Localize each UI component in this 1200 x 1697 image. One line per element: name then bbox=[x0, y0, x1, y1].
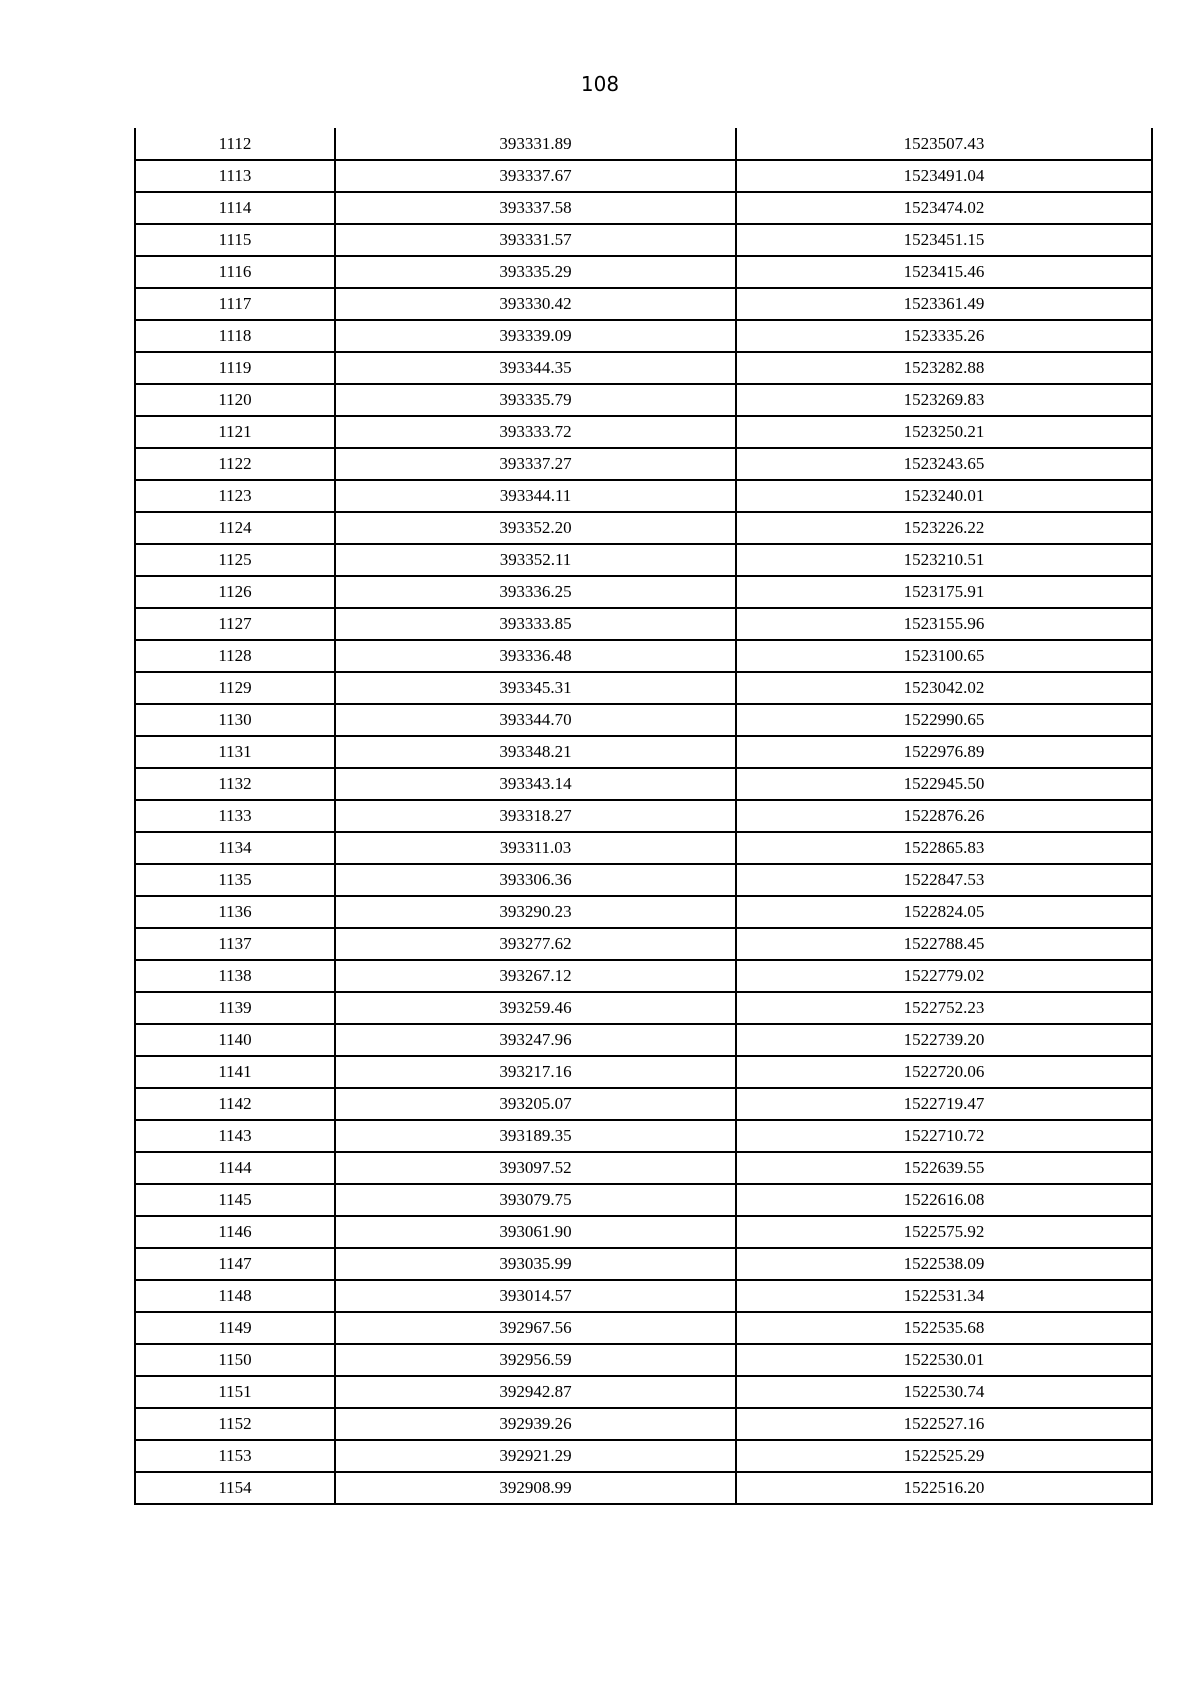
x-coordinate-cell: 393267.12 bbox=[335, 960, 736, 992]
point-number-cell: 1132 bbox=[135, 768, 335, 800]
y-coordinate-cell: 1522865.83 bbox=[736, 832, 1152, 864]
table-row bbox=[135, 1472, 1152, 1504]
y-coordinate-cell: 1522779.02 bbox=[736, 960, 1152, 992]
table-row bbox=[135, 160, 1152, 192]
x-coordinate-cell: 393348.21 bbox=[335, 736, 736, 768]
x-coordinate-cell: 393333.85 bbox=[335, 608, 736, 640]
table-row bbox=[135, 480, 1152, 512]
table-row bbox=[135, 416, 1152, 448]
x-coordinate-cell: 393205.07 bbox=[335, 1088, 736, 1120]
x-coordinate-cell: 393344.70 bbox=[335, 704, 736, 736]
x-coordinate-cell: 393345.31 bbox=[335, 672, 736, 704]
table-row bbox=[135, 1184, 1152, 1216]
x-coordinate-cell: 393061.90 bbox=[335, 1216, 736, 1248]
table-row bbox=[135, 544, 1152, 576]
table-row bbox=[135, 576, 1152, 608]
point-number-cell: 1143 bbox=[135, 1120, 335, 1152]
table-row bbox=[135, 928, 1152, 960]
y-coordinate-cell: 1523175.91 bbox=[736, 576, 1152, 608]
x-coordinate-cell: 393318.27 bbox=[335, 800, 736, 832]
table-row bbox=[135, 736, 1152, 768]
x-coordinate-cell: 393337.27 bbox=[335, 448, 736, 480]
point-number-cell: 1138 bbox=[135, 960, 335, 992]
y-coordinate-cell: 1522531.34 bbox=[736, 1280, 1152, 1312]
point-number-cell: 1151 bbox=[135, 1376, 335, 1408]
point-number-cell: 1154 bbox=[135, 1472, 335, 1504]
y-coordinate-cell: 1522530.01 bbox=[736, 1344, 1152, 1376]
point-number-cell: 1152 bbox=[135, 1408, 335, 1440]
y-coordinate-cell: 1522616.08 bbox=[736, 1184, 1152, 1216]
y-coordinate-cell: 1522976.89 bbox=[736, 736, 1152, 768]
x-coordinate-cell: 393336.48 bbox=[335, 640, 736, 672]
table-row bbox=[135, 960, 1152, 992]
y-coordinate-cell: 1522720.06 bbox=[736, 1056, 1152, 1088]
y-coordinate-cell: 1522990.65 bbox=[736, 704, 1152, 736]
y-coordinate-cell: 1523100.65 bbox=[736, 640, 1152, 672]
table-row bbox=[135, 1440, 1152, 1472]
x-coordinate-cell: 393335.79 bbox=[335, 384, 736, 416]
table-row bbox=[135, 832, 1152, 864]
point-number-cell: 1144 bbox=[135, 1152, 335, 1184]
y-coordinate-cell: 1522739.20 bbox=[736, 1024, 1152, 1056]
point-number-cell: 1129 bbox=[135, 672, 335, 704]
x-coordinate-cell: 393343.14 bbox=[335, 768, 736, 800]
point-number-cell: 1153 bbox=[135, 1440, 335, 1472]
y-coordinate-cell: 1522639.55 bbox=[736, 1152, 1152, 1184]
point-number-cell: 1117 bbox=[135, 288, 335, 320]
x-coordinate-cell: 392967.56 bbox=[335, 1312, 736, 1344]
table-row bbox=[135, 384, 1152, 416]
x-coordinate-cell: 393330.42 bbox=[335, 288, 736, 320]
x-coordinate-cell: 393311.03 bbox=[335, 832, 736, 864]
point-number-cell: 1148 bbox=[135, 1280, 335, 1312]
y-coordinate-cell: 1523361.49 bbox=[736, 288, 1152, 320]
y-coordinate-cell: 1522945.50 bbox=[736, 768, 1152, 800]
table-row bbox=[135, 640, 1152, 672]
table-row bbox=[135, 288, 1152, 320]
point-number-cell: 1116 bbox=[135, 256, 335, 288]
x-coordinate-cell: 393337.67 bbox=[335, 160, 736, 192]
x-coordinate-cell: 392921.29 bbox=[335, 1440, 736, 1472]
point-number-cell: 1130 bbox=[135, 704, 335, 736]
point-number-cell: 1114 bbox=[135, 192, 335, 224]
table-row bbox=[135, 512, 1152, 544]
y-coordinate-cell: 1523250.21 bbox=[736, 416, 1152, 448]
y-coordinate-cell: 1522719.47 bbox=[736, 1088, 1152, 1120]
table-row bbox=[135, 1248, 1152, 1280]
y-coordinate-cell: 1523335.26 bbox=[736, 320, 1152, 352]
y-coordinate-cell: 1523210.51 bbox=[736, 544, 1152, 576]
x-coordinate-cell: 393336.25 bbox=[335, 576, 736, 608]
point-number-cell: 1134 bbox=[135, 832, 335, 864]
x-coordinate-cell: 393352.11 bbox=[335, 544, 736, 576]
point-number-cell: 1118 bbox=[135, 320, 335, 352]
x-coordinate-cell: 393259.46 bbox=[335, 992, 736, 1024]
table-row bbox=[135, 672, 1152, 704]
table-row bbox=[135, 1024, 1152, 1056]
x-coordinate-cell: 393035.99 bbox=[335, 1248, 736, 1280]
table-row bbox=[135, 128, 1152, 160]
table-row bbox=[135, 704, 1152, 736]
table-row bbox=[135, 992, 1152, 1024]
point-number-cell: 1146 bbox=[135, 1216, 335, 1248]
x-coordinate-cell: 392939.26 bbox=[335, 1408, 736, 1440]
point-number-cell: 1113 bbox=[135, 160, 335, 192]
point-number-cell: 1137 bbox=[135, 928, 335, 960]
table-row bbox=[135, 1120, 1152, 1152]
x-coordinate-cell: 393352.20 bbox=[335, 512, 736, 544]
point-number-cell: 1126 bbox=[135, 576, 335, 608]
point-number-cell: 1115 bbox=[135, 224, 335, 256]
x-coordinate-cell: 392956.59 bbox=[335, 1344, 736, 1376]
y-coordinate-cell: 1522710.72 bbox=[736, 1120, 1152, 1152]
y-coordinate-cell: 1523491.04 bbox=[736, 160, 1152, 192]
coordinates-table bbox=[134, 128, 1153, 1505]
point-number-cell: 1122 bbox=[135, 448, 335, 480]
y-coordinate-cell: 1522516.20 bbox=[736, 1472, 1152, 1504]
point-number-cell: 1142 bbox=[135, 1088, 335, 1120]
y-coordinate-cell: 1522752.23 bbox=[736, 992, 1152, 1024]
table-row bbox=[135, 1408, 1152, 1440]
point-number-cell: 1128 bbox=[135, 640, 335, 672]
x-coordinate-cell: 393331.57 bbox=[335, 224, 736, 256]
table-row bbox=[135, 1152, 1152, 1184]
x-coordinate-cell: 393277.62 bbox=[335, 928, 736, 960]
table-row bbox=[135, 320, 1152, 352]
x-coordinate-cell: 393344.11 bbox=[335, 480, 736, 512]
point-number-cell: 1139 bbox=[135, 992, 335, 1024]
x-coordinate-cell: 393335.29 bbox=[335, 256, 736, 288]
x-coordinate-cell: 393290.23 bbox=[335, 896, 736, 928]
y-coordinate-cell: 1522824.05 bbox=[736, 896, 1152, 928]
table-row bbox=[135, 1376, 1152, 1408]
y-coordinate-cell: 1522530.74 bbox=[736, 1376, 1152, 1408]
y-coordinate-cell: 1522535.68 bbox=[736, 1312, 1152, 1344]
y-coordinate-cell: 1523155.96 bbox=[736, 608, 1152, 640]
point-number-cell: 1133 bbox=[135, 800, 335, 832]
y-coordinate-cell: 1522575.92 bbox=[736, 1216, 1152, 1248]
x-coordinate-cell: 392942.87 bbox=[335, 1376, 736, 1408]
x-coordinate-cell: 392908.99 bbox=[335, 1472, 736, 1504]
point-number-cell: 1150 bbox=[135, 1344, 335, 1376]
table-row bbox=[135, 1344, 1152, 1376]
table-row bbox=[135, 256, 1152, 288]
point-number-cell: 1149 bbox=[135, 1312, 335, 1344]
y-coordinate-cell: 1523269.83 bbox=[736, 384, 1152, 416]
table-row bbox=[135, 864, 1152, 896]
x-coordinate-cell: 393097.52 bbox=[335, 1152, 736, 1184]
y-coordinate-cell: 1523507.43 bbox=[736, 128, 1152, 160]
point-number-cell: 1124 bbox=[135, 512, 335, 544]
point-number-cell: 1141 bbox=[135, 1056, 335, 1088]
table-row bbox=[135, 1088, 1152, 1120]
table-row bbox=[135, 800, 1152, 832]
y-coordinate-cell: 1523226.22 bbox=[736, 512, 1152, 544]
y-coordinate-cell: 1522538.09 bbox=[736, 1248, 1152, 1280]
table-row bbox=[135, 448, 1152, 480]
point-number-cell: 1136 bbox=[135, 896, 335, 928]
x-coordinate-cell: 393217.16 bbox=[335, 1056, 736, 1088]
table-row bbox=[135, 1056, 1152, 1088]
y-coordinate-cell: 1522876.26 bbox=[736, 800, 1152, 832]
point-number-cell: 1119 bbox=[135, 352, 335, 384]
y-coordinate-cell: 1523282.88 bbox=[736, 352, 1152, 384]
table-row bbox=[135, 1280, 1152, 1312]
point-number-cell: 1145 bbox=[135, 1184, 335, 1216]
point-number-cell: 1121 bbox=[135, 416, 335, 448]
x-coordinate-cell: 393306.36 bbox=[335, 864, 736, 896]
x-coordinate-cell: 393014.57 bbox=[335, 1280, 736, 1312]
table-row bbox=[135, 224, 1152, 256]
x-coordinate-cell: 393333.72 bbox=[335, 416, 736, 448]
y-coordinate-cell: 1523243.65 bbox=[736, 448, 1152, 480]
x-coordinate-cell: 393344.35 bbox=[335, 352, 736, 384]
y-coordinate-cell: 1523415.46 bbox=[736, 256, 1152, 288]
page-number: 108 bbox=[580, 72, 620, 96]
table-row bbox=[135, 768, 1152, 800]
y-coordinate-cell: 1522788.45 bbox=[736, 928, 1152, 960]
y-coordinate-cell: 1523474.02 bbox=[736, 192, 1152, 224]
point-number-cell: 1147 bbox=[135, 1248, 335, 1280]
x-coordinate-cell: 393339.09 bbox=[335, 320, 736, 352]
table-row bbox=[135, 1312, 1152, 1344]
x-coordinate-cell: 393189.35 bbox=[335, 1120, 736, 1152]
table-row bbox=[135, 896, 1152, 928]
point-number-cell: 1140 bbox=[135, 1024, 335, 1056]
point-number-cell: 1120 bbox=[135, 384, 335, 416]
table-row bbox=[135, 608, 1152, 640]
point-number-cell: 1112 bbox=[135, 128, 335, 160]
y-coordinate-cell: 1522527.16 bbox=[736, 1408, 1152, 1440]
x-coordinate-cell: 393079.75 bbox=[335, 1184, 736, 1216]
x-coordinate-cell: 393331.89 bbox=[335, 128, 736, 160]
table-row bbox=[135, 192, 1152, 224]
point-number-cell: 1127 bbox=[135, 608, 335, 640]
table-row bbox=[135, 1216, 1152, 1248]
y-coordinate-cell: 1523240.01 bbox=[736, 480, 1152, 512]
coordinates-table-body bbox=[135, 128, 1152, 1504]
table-row bbox=[135, 352, 1152, 384]
y-coordinate-cell: 1523042.02 bbox=[736, 672, 1152, 704]
point-number-cell: 1125 bbox=[135, 544, 335, 576]
point-number-cell: 1135 bbox=[135, 864, 335, 896]
x-coordinate-cell: 393247.96 bbox=[335, 1024, 736, 1056]
y-coordinate-cell: 1522525.29 bbox=[736, 1440, 1152, 1472]
point-number-cell: 1131 bbox=[135, 736, 335, 768]
y-coordinate-cell: 1523451.15 bbox=[736, 224, 1152, 256]
point-number-cell: 1123 bbox=[135, 480, 335, 512]
x-coordinate-cell: 393337.58 bbox=[335, 192, 736, 224]
y-coordinate-cell: 1522847.53 bbox=[736, 864, 1152, 896]
